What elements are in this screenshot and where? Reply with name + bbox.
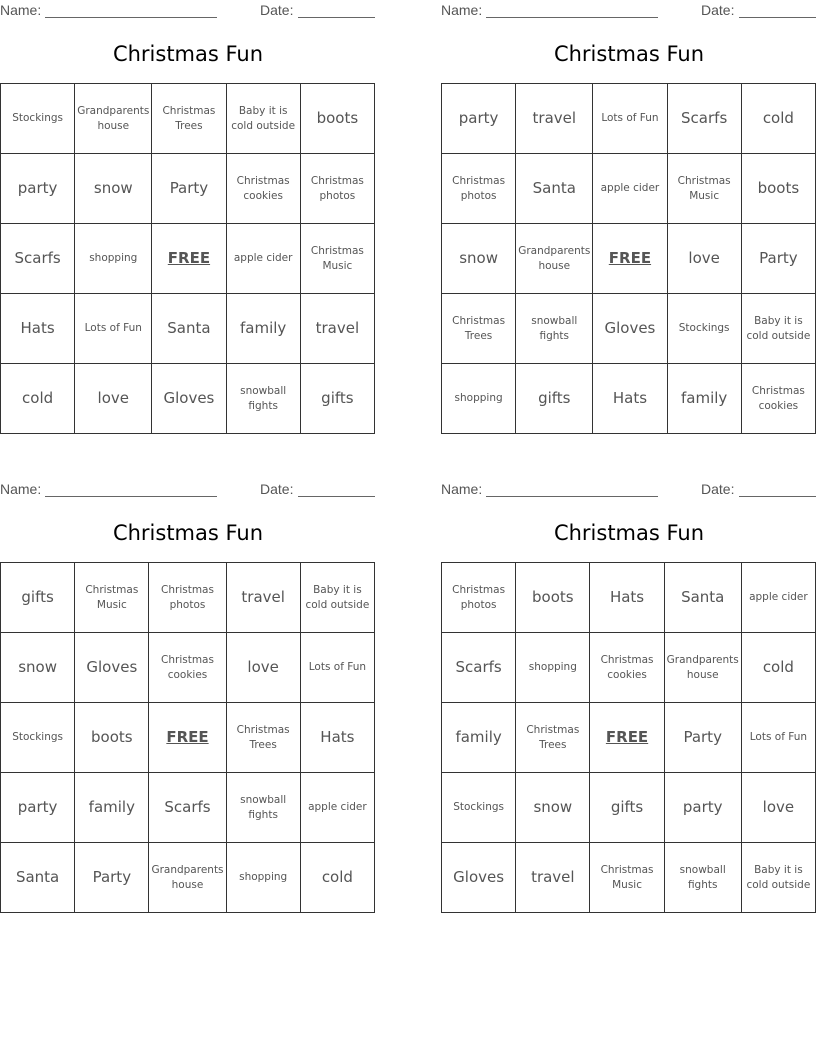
bingo-cell[interactable]: Party — [665, 703, 742, 773]
date-label: Date: — [260, 2, 294, 18]
bingo-card — [0, 0, 376, 432]
bingo-cell[interactable]: Lots of Fun — [593, 84, 667, 154]
bingo-cell[interactable]: cold — [301, 843, 375, 913]
bingo-cell[interactable]: Baby it is cold outside — [301, 563, 375, 633]
card-title: Christmas Fun — [112, 521, 264, 545]
card-header — [0, 481, 376, 499]
bingo-cell[interactable]: party — [1, 773, 75, 843]
bingo-cell[interactable]: snow — [442, 224, 516, 294]
bingo-cell[interactable]: family — [442, 703, 516, 773]
bingo-cell[interactable]: apple cider — [227, 224, 301, 294]
bingo-cell[interactable]: Gloves — [593, 294, 667, 364]
bingo-cell[interactable]: snow — [75, 154, 152, 224]
bingo-cell[interactable]: Gloves — [442, 843, 516, 913]
bingo-cell[interactable]: Scarfs — [442, 633, 516, 703]
bingo-cell[interactable]: party — [1, 154, 75, 224]
bingo-grid — [441, 562, 816, 913]
bingo-cell[interactable]: party — [665, 773, 742, 843]
name-blank-line[interactable] — [45, 496, 217, 497]
bingo-cell[interactable]: shopping — [75, 224, 152, 294]
bingo-cell[interactable]: Christmas Music — [668, 154, 742, 224]
bingo-cell[interactable]: apple cider — [593, 154, 667, 224]
bingo-cell[interactable]: Grandparents house — [75, 84, 152, 154]
bingo-cell[interactable]: Santa — [1, 843, 75, 913]
bingo-cell[interactable]: Baby it is cold outside — [742, 294, 816, 364]
bingo-cell[interactable]: snowball fights — [665, 843, 742, 913]
bingo-cell[interactable]: snowball fights — [227, 773, 301, 843]
free-space[interactable]: FREE — [149, 703, 226, 773]
date-blank-line[interactable] — [298, 496, 375, 497]
bingo-cell[interactable]: cold — [742, 84, 816, 154]
bingo-cell[interactable]: cold — [742, 633, 816, 703]
bingo-cell[interactable]: family — [668, 364, 742, 434]
card-title: Christmas Fun — [553, 521, 705, 545]
bingo-cell[interactable]: snowball fights — [516, 294, 593, 364]
bingo-cell[interactable]: Gloves — [75, 633, 149, 703]
bingo-cell[interactable]: boots — [742, 154, 816, 224]
bingo-cell[interactable]: Santa — [516, 154, 593, 224]
card-title: Christmas Fun — [112, 42, 264, 66]
bingo-cell[interactable]: Hats — [301, 703, 375, 773]
bingo-cell[interactable]: Hats — [1, 294, 75, 364]
bingo-cell[interactable]: Christmas cookies — [742, 364, 816, 434]
bingo-cell[interactable]: Stockings — [442, 773, 516, 843]
bingo-cell[interactable]: Party — [75, 843, 149, 913]
bingo-cell[interactable]: Christmas photos — [442, 563, 516, 633]
date-label: Date: — [260, 481, 294, 497]
bingo-cell[interactable]: snowball fights — [227, 364, 301, 434]
bingo-cell[interactable]: Christmas Music — [301, 224, 375, 294]
bingo-cell[interactable]: Lots of Fun — [75, 294, 152, 364]
bingo-cell[interactable]: Scarfs — [1, 224, 75, 294]
bingo-cell[interactable]: gifts — [1, 563, 75, 633]
bingo-cell[interactable]: gifts — [301, 364, 375, 434]
date-label: Date: — [701, 2, 735, 18]
bingo-cell[interactable]: Lots of Fun — [301, 633, 375, 703]
date-blank-line[interactable] — [739, 496, 816, 497]
bingo-cell[interactable]: Grandparents house — [516, 224, 593, 294]
free-space[interactable]: FREE — [593, 224, 667, 294]
bingo-cell[interactable]: Hats — [593, 364, 667, 434]
name-label: Name: — [441, 481, 483, 497]
bingo-cell[interactable]: Christmas Trees — [152, 84, 226, 154]
bingo-cell[interactable]: Santa — [152, 294, 226, 364]
bingo-cell[interactable]: snow — [1, 633, 75, 703]
bingo-cell[interactable]: gifts — [590, 773, 664, 843]
bingo-cell[interactable]: Party — [152, 154, 226, 224]
bingo-cell[interactable]: love — [742, 773, 816, 843]
bingo-cell[interactable]: shopping — [516, 633, 590, 703]
bingo-cell[interactable]: party — [442, 84, 516, 154]
bingo-cell[interactable]: apple cider — [301, 773, 375, 843]
bingo-cell[interactable]: Grandparents house — [149, 843, 226, 913]
bingo-cell[interactable]: Christmas photos — [149, 563, 226, 633]
bingo-cell[interactable]: Baby it is cold outside — [742, 843, 816, 913]
bingo-cell[interactable]: Christmas Trees — [516, 703, 590, 773]
date-blank-line[interactable] — [298, 17, 375, 18]
bingo-cell[interactable]: Christmas Trees — [442, 294, 516, 364]
bingo-cell[interactable]: Hats — [590, 563, 664, 633]
bingo-cell[interactable]: Baby it is cold outside — [227, 84, 301, 154]
free-space[interactable]: FREE — [152, 224, 226, 294]
bingo-cell[interactable]: Stockings — [1, 703, 75, 773]
bingo-cell[interactable]: Stockings — [1, 84, 75, 154]
bingo-cell[interactable]: Christmas cookies — [227, 154, 301, 224]
bingo-cell[interactable]: travel — [516, 843, 590, 913]
bingo-cell[interactable]: cold — [1, 364, 75, 434]
bingo-cell[interactable]: Party — [742, 224, 816, 294]
bingo-cell[interactable]: boots — [516, 563, 590, 633]
bingo-cell[interactable]: travel — [301, 294, 375, 364]
bingo-cell[interactable]: family — [75, 773, 149, 843]
name-blank-line[interactable] — [486, 17, 658, 18]
bingo-cell[interactable]: Scarfs — [668, 84, 742, 154]
bingo-cell[interactable]: snow — [516, 773, 590, 843]
name-label: Name: — [0, 481, 42, 497]
bingo-cell[interactable]: gifts — [516, 364, 593, 434]
bingo-cell[interactable]: Stockings — [668, 294, 742, 364]
bingo-cell[interactable]: Christmas Music — [75, 563, 149, 633]
card-title: Christmas Fun — [553, 42, 705, 66]
date-blank-line[interactable] — [739, 17, 816, 18]
bingo-cell[interactable]: apple cider — [742, 563, 816, 633]
bingo-cell[interactable]: Lots of Fun — [742, 703, 816, 773]
bingo-card — [0, 479, 376, 911]
bingo-cell[interactable]: Christmas photos — [442, 154, 516, 224]
bingo-cell[interactable]: Christmas cookies — [590, 633, 664, 703]
bingo-card — [441, 0, 816, 432]
bingo-cell[interactable]: boots — [75, 703, 149, 773]
name-blank-line[interactable] — [486, 496, 658, 497]
date-label: Date: — [701, 481, 735, 497]
bingo-grid — [441, 83, 816, 434]
card-header — [441, 2, 816, 20]
name-label: Name: — [441, 2, 483, 18]
bingo-cell[interactable]: Gloves — [152, 364, 226, 434]
bingo-cell[interactable]: Scarfs — [149, 773, 226, 843]
bingo-cell[interactable]: love — [75, 364, 152, 434]
bingo-cell[interactable]: travel — [227, 563, 301, 633]
bingo-cell[interactable]: Christmas Trees — [227, 703, 301, 773]
name-label: Name: — [0, 2, 42, 18]
bingo-cell[interactable]: Christmas photos — [301, 154, 375, 224]
name-blank-line[interactable] — [45, 17, 217, 18]
bingo-cell[interactable]: travel — [516, 84, 593, 154]
card-header — [441, 481, 816, 499]
bingo-cell[interactable]: Christmas cookies — [149, 633, 226, 703]
bingo-cell[interactable]: Grandparents house — [665, 633, 742, 703]
bingo-cell[interactable]: boots — [301, 84, 375, 154]
bingo-cell[interactable]: family — [227, 294, 301, 364]
bingo-cell[interactable]: shopping — [227, 843, 301, 913]
bingo-grid — [0, 562, 375, 913]
bingo-cell[interactable]: shopping — [442, 364, 516, 434]
bingo-cell[interactable]: love — [227, 633, 301, 703]
free-space[interactable]: FREE — [590, 703, 664, 773]
bingo-cell[interactable]: Santa — [665, 563, 742, 633]
bingo-grid — [0, 83, 375, 434]
card-header — [0, 2, 376, 20]
bingo-cell[interactable]: Christmas Music — [590, 843, 664, 913]
bingo-cell[interactable]: love — [668, 224, 742, 294]
bingo-card — [441, 479, 816, 911]
